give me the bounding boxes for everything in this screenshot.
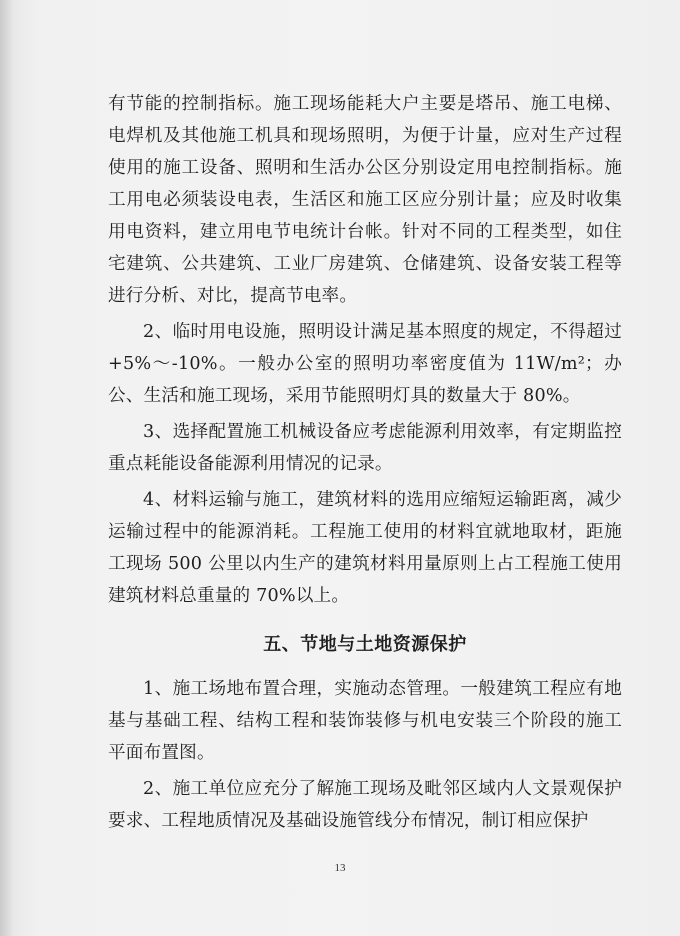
paragraph-1-site-layout: 1、施工场地布置合理，实施动态管理。一般建筑工程应有地基与基础工程、结构工程和装饰装修与机电安装三个阶段的施工平面布置图。 — [108, 679, 622, 763]
body-text — [108, 88, 622, 837]
paragraph-3-machinery-selection: 3、选择配置施工机械设备应考虑能源利用效率，有定期监控重点耗能设备能源利用情况的记录。 — [108, 422, 622, 474]
paragraph-2-landscape-protection: 2、施工单位应充分了解施工现场及毗邻区域内人文景观保护要求、工程地质情况及基础设施管线分布情况，制订相应保护 — [108, 779, 622, 831]
page-number: 13 — [334, 862, 346, 874]
paragraph-continued: 有节能的控制指标。施工现场能耗大户主要是塔吊、施工电梯、电焊机及其他施工机具和现场照明，为便于计量，应对生产过程使用的施工设备、照明和生活办公区分别设定用电控制指标。施工用电必须装设电表，生活区和施工区应分别计量；应及时收集用电资料，建立用电节电统计台帐。针对不同的工程类型，如住宅建筑、公共建筑、工业厂房建筑、仓储建筑、设备安装工程等进行分析、对比，提高节电率。 — [108, 94, 622, 306]
paragraph-2-temporary-power: 2、临时用电设施，照明设计满足基本照度的规定，不得超过+5%～-10%。一般办公室的照明功率密度值为 11W/m²；办公、生活和施工现场，采用节能照明灯具的数量大于 80%。 — [108, 322, 622, 406]
section-heading: 五、节地与土地资源保护 — [263, 634, 467, 655]
paragraph-4-material-transport: 4、材料运输与施工，建筑材料的选用应缩短运输距离，减少运输过程中的能源消耗。工程施工使用的材料宜就地取材，距施工现场 500 公里以内生产的建筑材料用量原则上占工程施工使用建筑材料总重量的 70%以上。 — [108, 490, 622, 606]
